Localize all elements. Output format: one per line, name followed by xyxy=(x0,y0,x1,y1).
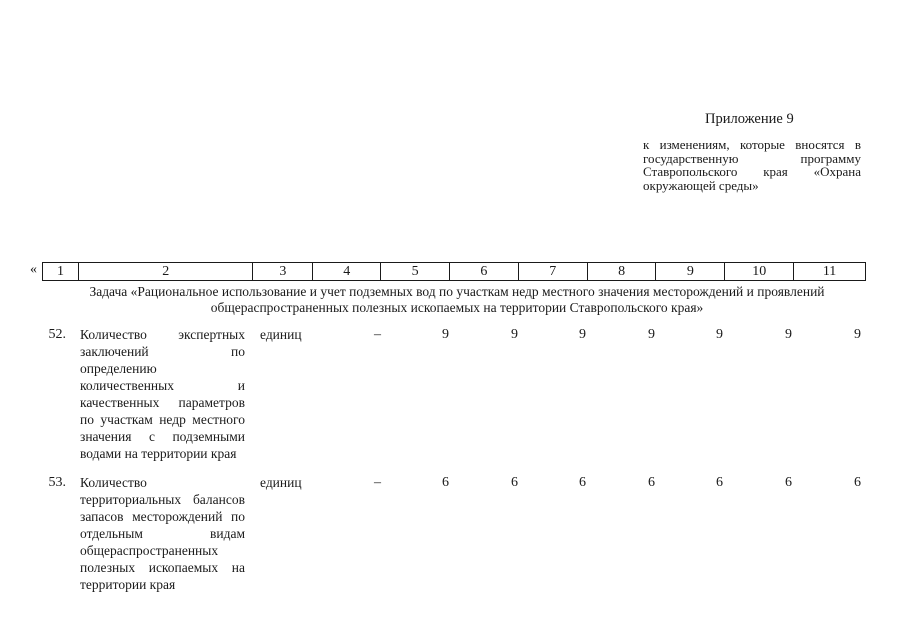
row-value: – xyxy=(374,327,381,342)
header-cell: 9 xyxy=(656,263,725,280)
row-name: Количество территориальных балансов запасов месторождений по отдельным видам общераспространенных полезных ископаемых на территории края xyxy=(80,475,245,592)
row-value: 9 xyxy=(579,327,586,342)
header-cell: 11 xyxy=(822,264,837,279)
row-value: 9 xyxy=(442,327,449,342)
header-cell: 3 xyxy=(253,263,313,280)
row-value: 6 xyxy=(511,475,518,490)
row-value: 9 xyxy=(648,327,655,342)
appendix-subtitle: к изменениям, которые вносятся в государственную программу Ставропольского края «Охрана окружающей среды» xyxy=(643,137,861,193)
row-value: – xyxy=(374,475,381,490)
header-cell: 4 xyxy=(313,263,381,280)
row-number: 53. xyxy=(48,475,66,490)
row-unit: единиц xyxy=(260,475,302,490)
row-value: 6 xyxy=(648,475,655,490)
header-cell: 10 xyxy=(725,263,794,280)
header-cell: 2 xyxy=(79,263,254,280)
table-header-row xyxy=(42,262,866,281)
row-name: Количество экспертных заключений по определению количественных и качественных параметров по участкам недр местного значения с подземными водами на территории края xyxy=(80,327,245,461)
row-value: 6 xyxy=(785,475,792,490)
header-cell: 8 xyxy=(588,263,657,280)
row-unit: единиц xyxy=(260,327,302,342)
row-number: 52. xyxy=(48,327,66,342)
header-cell: 5 xyxy=(381,263,450,280)
row-value: 6 xyxy=(854,475,861,490)
row-value: 9 xyxy=(785,327,792,342)
open-quote: « xyxy=(30,262,37,277)
row-value: 9 xyxy=(511,327,518,342)
task-title: Задача «Рациональное использование и учет подземных вод по участкам недр местного значения месторождений и проявлений общераспространенных полезных ископаемых на территории Ставропольского края» xyxy=(89,284,825,315)
header-cell: 7 xyxy=(519,263,588,280)
header-cell: 1 xyxy=(43,263,79,280)
row-value: 9 xyxy=(854,327,861,342)
row-value: 6 xyxy=(716,475,723,490)
header-cell: 6 xyxy=(450,263,519,280)
row-value: 6 xyxy=(579,475,586,490)
appendix-title: Приложение 9 xyxy=(705,111,794,127)
row-value: 9 xyxy=(716,327,723,342)
row-value: 6 xyxy=(442,475,449,490)
